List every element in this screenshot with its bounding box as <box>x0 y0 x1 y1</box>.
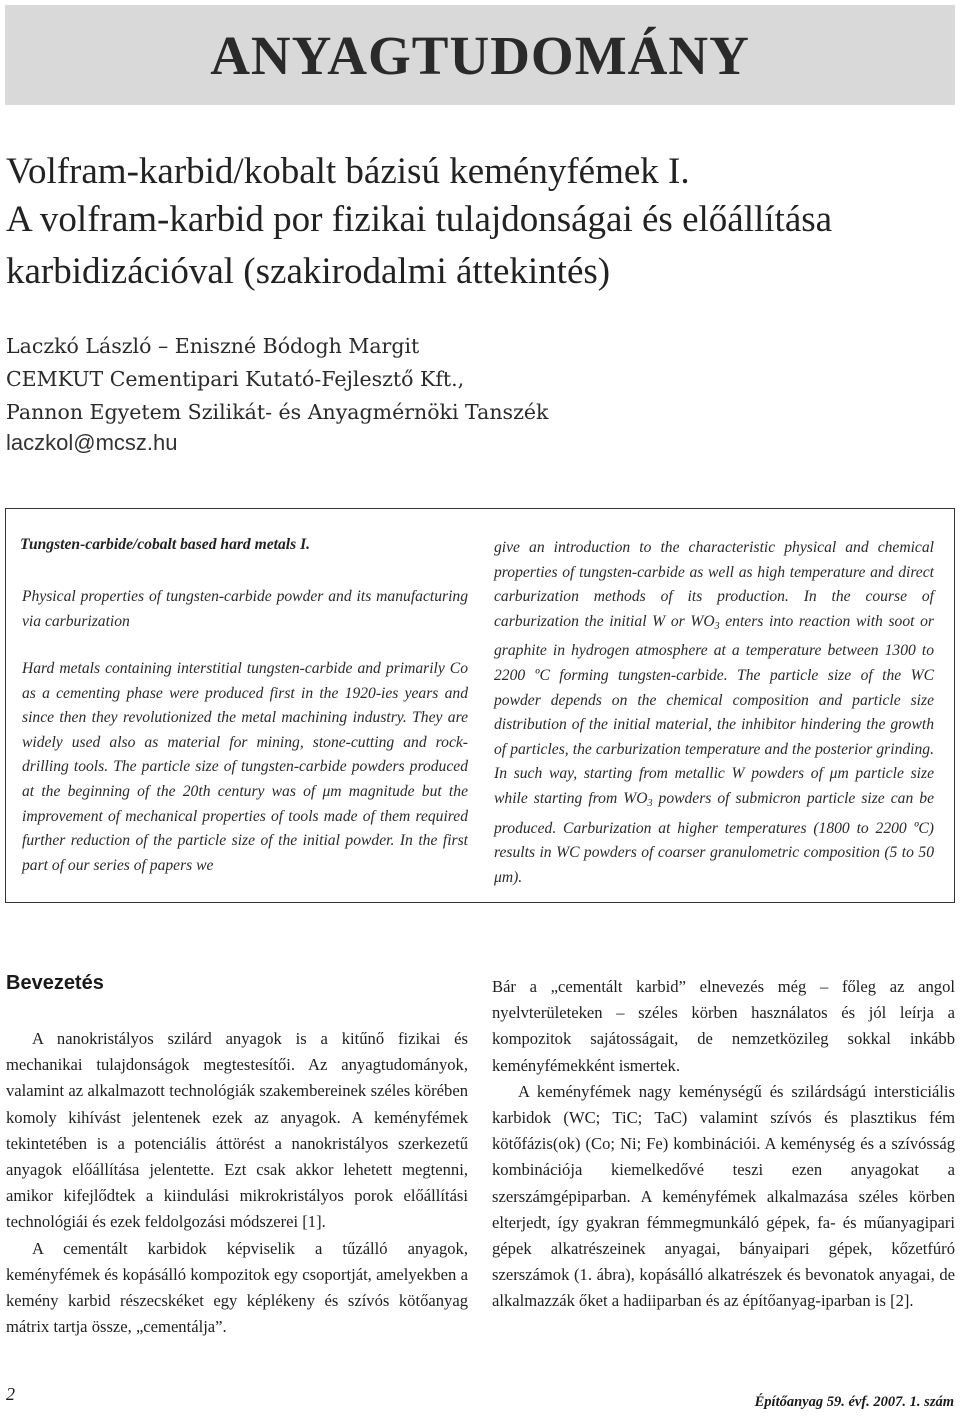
body-left-column <box>6 1026 468 1340</box>
affiliation-1: CEMKUT Cementipari Kutató-Fejlesztő Kft., <box>6 367 465 391</box>
article-title-line-1: Volfram-karbid/kobalt bázisú keményfémek I. <box>6 151 690 192</box>
body-right-column <box>492 974 955 1315</box>
abstract-left-text: Hard metals containing interstitial tungsten-carbide and primarily Co as a cementing phase were produced first in the 1920-ies years and since then they revolutionized the metal machining industry. They are widely used also as material for mining, stone-cutting and rock-drilling tools. The particle size of tungsten-carbide powders produced at the beginning of the 20th century was of μm magnitude but the improvement of mechanical properties of tools made of them required further reduction of the particle size of the initial powder. In the first part of our series of papers we <box>22 660 468 874</box>
page-number: 2 <box>6 1384 15 1404</box>
affiliation-2: Pannon Egyetem Szilikát- és Anyagmérnöki Tanszék <box>6 400 549 424</box>
article-title-line-3: karbidizációval (szakirodalmi áttekintés) <box>6 251 611 292</box>
abstract-heading: Tungsten-carbide/cobalt based hard metals I. <box>20 536 311 553</box>
journal-reference: Építőanyag 59. évf. 2007. 1. szám <box>754 1394 954 1410</box>
author-email: laczkol@mcsz.hu <box>6 430 178 455</box>
body-paragraph: A cementált karbidok képviselik a tűzálló anyagok, keményfémek és kopásálló kompozitok egy csoportját, amelyekben a kemény karbid részecskéket egy képlékeny és szívós kötőanyag mátrix tartja össze, „cementálja”. <box>6 1238 468 1337</box>
article-title-line-2: A volfram-karbid por fizikai tulajdonságai és előállítása <box>6 199 833 240</box>
body-paragraph: A nanokristályos szilárd anyagok is a kitűnő fizikai és mechanikai tulajdonságok megtestesítői. Az anyagtudományok, valamint az alkalmazott technológiák szakembereinek széles körében komoly kihívást jelentenek ezek az anyagok. A keményfémek tekintetében is a potenciális áttörést a nanokristályos szerkezetű anyagok előállítása jelentette. Ezt csak akkor lehetett megtenni, amikor kifejlődtek a kiindulási mikrokristályos porok előállítási technológiái és ezek feldolgozási módszerei [1]. <box>6 1029 468 1232</box>
section-title: ANYAGTUDOMÁNY <box>210 25 750 86</box>
body-paragraph: A keményfémek nagy keménységű és szilárdságú intersticiális karbidok (WC; TiC; TaC) valamint szívós és plasztikus fém kötőfázis(ok) (Co; Ni; Fe) kombinációi. A keménység és a szívósság kombinációja kiemelkedővé teszi ezen anyagokat a szerszámgépiparban. A keményfémek alkalmazása széles körben elterjedt, így gyakran fémmegmunkáló gépek, fa- és műanyagipari gépek alkatrészeinek anyagai, bányaipari gépek, kőzetfúró szerszámok (1. ábra), kopásálló alkatrészek és bevonatok anyagai, de alkalmazzák őket a hadiiparban és az építőanyag-iparban is [2]. <box>492 1081 955 1311</box>
authors: Laczkó László – Eniszné Bódogh Margit <box>6 334 420 358</box>
section-heading-bevezetes: Bevezetés <box>6 972 104 994</box>
abstract-right-text: give an introduction to the characteristic physical and chemical properties of tungsten-carbide as well as high temperature and direct carburization methods of its production. In the course of carburization the initial W or $WO_3$ enters into reaction with soot or graphite in hydrogen atmosphere at a temperature between 1300 to 2200 ºC forming tungsten-carbide. The particle size of the WC powder depends on the chemical composition and particle size distribution of the initial material, the inhibitor hindering the growth of particles, the carburization temperature and the posterior grinding. In such way, starting from metallic W powders of μm particle size while starting from $WO_3$ powders of submicron particle size can be produced. Carburization at higher temperatures (1800 to 2200 ºC) results in WC powders of coarser granulometric composition (5 to 50 μm). <box>494 539 934 886</box>
abstract-subtitle: Physical properties of tungsten-carbide powder and its manufacturing via carburization <box>22 588 468 630</box>
body-paragraph: Bár a „cementált karbid” elnevezés még – főleg az angol nyelvterületeken – széles körben használatos és jól leírja a kompozitok sajátosságait, de nemzetközileg sokkal inkább keményfémekként ismertek. <box>492 977 955 1075</box>
